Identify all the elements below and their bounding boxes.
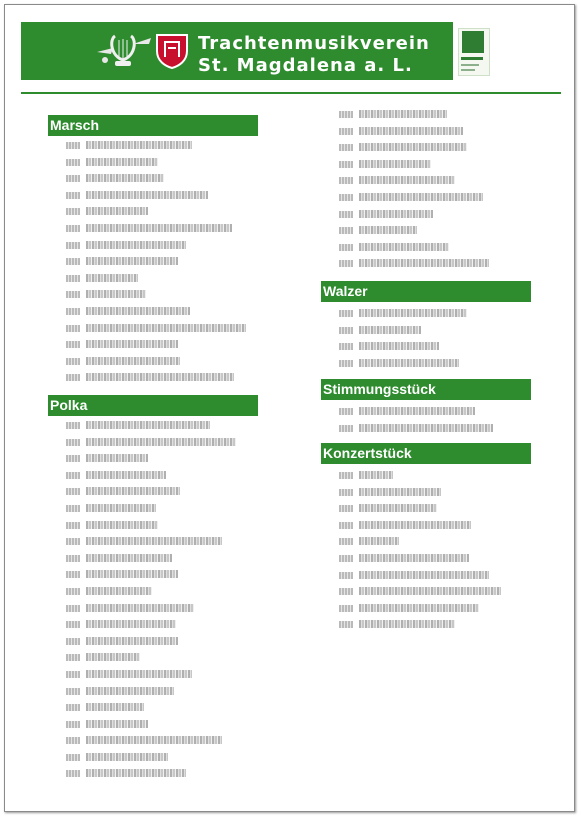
list-item (66, 617, 258, 634)
list-item (339, 323, 531, 340)
list-item (339, 140, 531, 157)
list-item (339, 207, 531, 224)
banner-underline (21, 92, 561, 94)
list-item (66, 468, 258, 485)
partner-logo-icon (458, 28, 490, 76)
piece-list (339, 306, 531, 372)
list-item (339, 306, 531, 323)
list-item (339, 240, 531, 257)
list-item (66, 766, 258, 783)
list-item (66, 567, 258, 584)
list-item (339, 584, 531, 601)
section-polka (48, 395, 258, 783)
section-stimmungsstueck (321, 379, 531, 437)
list-item (66, 700, 258, 717)
list-item (339, 339, 531, 356)
list-item (339, 356, 531, 373)
list-item (66, 418, 258, 435)
piece-list (66, 418, 258, 783)
list-item (66, 370, 258, 387)
list-item (66, 138, 258, 155)
list-item (66, 155, 258, 172)
club-title (198, 33, 430, 77)
list-item (66, 667, 258, 684)
section-heading: Konzertstück (321, 443, 531, 464)
section-heading: Stimmungsstück (321, 379, 531, 400)
piece-list (339, 468, 531, 634)
list-item (66, 484, 258, 501)
list-item (339, 124, 531, 141)
list-item (339, 256, 531, 273)
section-marsch (48, 115, 258, 387)
list-item (339, 157, 531, 174)
list-item (339, 190, 531, 207)
list-item (66, 518, 258, 535)
list-item (66, 733, 258, 750)
list-item (66, 204, 258, 221)
list-item (66, 238, 258, 255)
list-item (339, 518, 531, 535)
list-item (339, 468, 531, 485)
list-item (339, 223, 531, 240)
list-item (339, 421, 531, 438)
list-item (66, 354, 258, 371)
section-konzertstueck (321, 443, 531, 634)
list-item (66, 221, 258, 238)
list-item (339, 617, 531, 634)
club-title-line1: Trachtenmusikverein (198, 33, 430, 54)
club-title-line2: St. Magdalena a. L. (198, 55, 413, 76)
section-marsch-continued (321, 107, 531, 273)
list-item (66, 584, 258, 601)
list-item (66, 321, 258, 338)
list-item (66, 501, 258, 518)
lyre-logo-icon (95, 30, 153, 72)
list-item (339, 601, 531, 618)
section-heading: Marsch (48, 115, 258, 136)
list-item (339, 551, 531, 568)
list-item (66, 304, 258, 321)
piece-list (66, 138, 258, 387)
list-item (66, 634, 258, 651)
list-item (339, 107, 531, 124)
header-banner (21, 22, 561, 94)
list-item (339, 485, 531, 502)
list-item (66, 551, 258, 568)
list-item (66, 717, 258, 734)
list-item (66, 650, 258, 667)
piece-list (339, 404, 531, 437)
list-item (339, 404, 531, 421)
list-item (66, 684, 258, 701)
list-item (66, 435, 258, 452)
list-item (339, 501, 531, 518)
list-item (66, 337, 258, 354)
list-item (66, 271, 258, 288)
list-item (66, 188, 258, 205)
list-item (66, 534, 258, 551)
list-item (339, 568, 531, 585)
list-item (66, 601, 258, 618)
list-item (66, 254, 258, 271)
document-page (4, 4, 575, 812)
list-item (66, 287, 258, 304)
coat-of-arms-icon (155, 33, 189, 69)
list-item (66, 451, 258, 468)
section-walzer (321, 281, 531, 372)
list-item (66, 171, 258, 188)
piece-list (339, 107, 531, 273)
list-item (339, 173, 531, 190)
section-heading: Walzer (321, 281, 531, 302)
section-heading: Polka (48, 395, 258, 416)
list-item (66, 750, 258, 767)
list-item (339, 534, 531, 551)
